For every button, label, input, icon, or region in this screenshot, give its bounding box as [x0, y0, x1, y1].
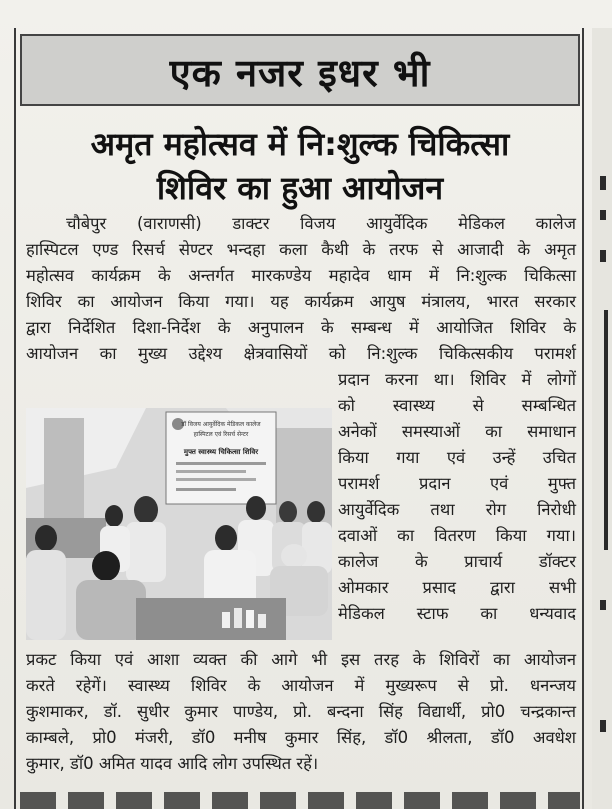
section-banner-title: एक नजर इधर भी: [169, 51, 431, 95]
body-line: काम्बले, प्रो0 मंजरी, डॉ0 मनीष कुमार सिंह, डॉ0 श्रीलता, डॉ0 अवधेश: [26, 728, 576, 747]
adjacent-column-mark: [600, 210, 606, 220]
photo-banner-line: हास्पिटल एवं रिसर्च सेन्टर: [193, 431, 249, 438]
adjacent-column-mark: [600, 720, 606, 732]
body-line: दवाओं का वितरण किया गया।: [338, 526, 576, 545]
body-line: प्रदान करना था। शिविर में लोगों: [338, 370, 576, 389]
body-line: कुशमाकर, डॉ. सुधीर कुमार पाण्डेय, प्रो. बन्दना सिंह विद्यार्थी, प्रो0 चन्द्रकान्त: [26, 702, 576, 721]
body-line: आयुर्वेदिक तथा रोग निरोधी: [338, 500, 576, 519]
body-line: परामर्श प्रदान एवं मुफ्त: [338, 474, 576, 493]
article-headline-line-2: शिविर का हुआ आयोजन: [156, 169, 444, 207]
adjacent-column-mark: [600, 250, 606, 262]
camp-photo: [26, 408, 332, 640]
photo-banner-line: मुफ्त स्वास्थ्य चिकित्सा शिविर: [183, 448, 259, 456]
body-line: कुमार, डॉ0 अमित यादव आदि लोग उपस्थित रहें।: [26, 754, 319, 773]
body-line: को स्वास्थ्य से सम्बन्धित: [338, 396, 576, 415]
body-line: मेडिकल स्टाफ का धन्यवाद: [338, 604, 576, 623]
body-line: ओमकार प्रसाद द्वारा सभी: [338, 578, 576, 597]
article-headline-line-1: अमृत महोत्सव में नि:शुल्क चिकित्सा: [90, 125, 510, 163]
camp-photo-illustration: [26, 408, 332, 640]
body-line: महोत्सव कार्यक्रम के अन्तर्गत मारकण्डेय महादेव धाम में नि:शुल्क चिकित्सा: [26, 266, 576, 285]
adjacent-column-mark: [600, 176, 606, 190]
body-line: हास्पिटल एण्ड रिसर्च सेण्टर भन्दहा कला कैथी के तरफ से आजादी के अमृत: [26, 240, 576, 259]
adjacent-column-rule: [604, 310, 608, 550]
body-line: द्वारा निर्देशित दिशा-निर्देश के अनुपालन के सम्बन्ध में आयोजित शिविर के: [26, 318, 576, 337]
body-line: अनेकों समस्याओं का समाधान: [338, 422, 576, 441]
body-line: कालेज के प्राचार्य डॉक्टर: [338, 552, 576, 571]
next-article-heading-cropped: [20, 792, 580, 809]
body-line: आयोजन का मुख्य उद्देश्य क्षेत्रवासियों को नि:शुल्क चिकित्सकीय परामर्श: [26, 344, 576, 363]
body-line: शिविर का आयोजन किया गया। यह कार्यक्रम आयुष मंत्रालय, भारत सरकार: [26, 292, 576, 311]
body-line: करते रहेगें। स्वास्थ्य शिविर के आयोजन में मुख्यरूप से प्रो. धनन्जय: [26, 676, 576, 695]
adjacent-column-edge: [592, 28, 612, 809]
body-line: किया गया एवं उन्हें उचित: [338, 448, 576, 467]
adjacent-column-mark: [600, 600, 606, 610]
section-banner: [20, 34, 580, 106]
body-line: प्रकट किया एवं आशा व्यक्त की आगे भी इस तरह के शिविरों का आयोजन: [26, 650, 576, 669]
photo-banner-line: डॉ विजय आयुर्वेदिक मेडिकल कालेज: [181, 421, 261, 428]
body-line: चौबेपुर (वाराणसी) डाक्टर विजय आयुर्वेदिक मेडिकल कालेज: [66, 214, 576, 233]
